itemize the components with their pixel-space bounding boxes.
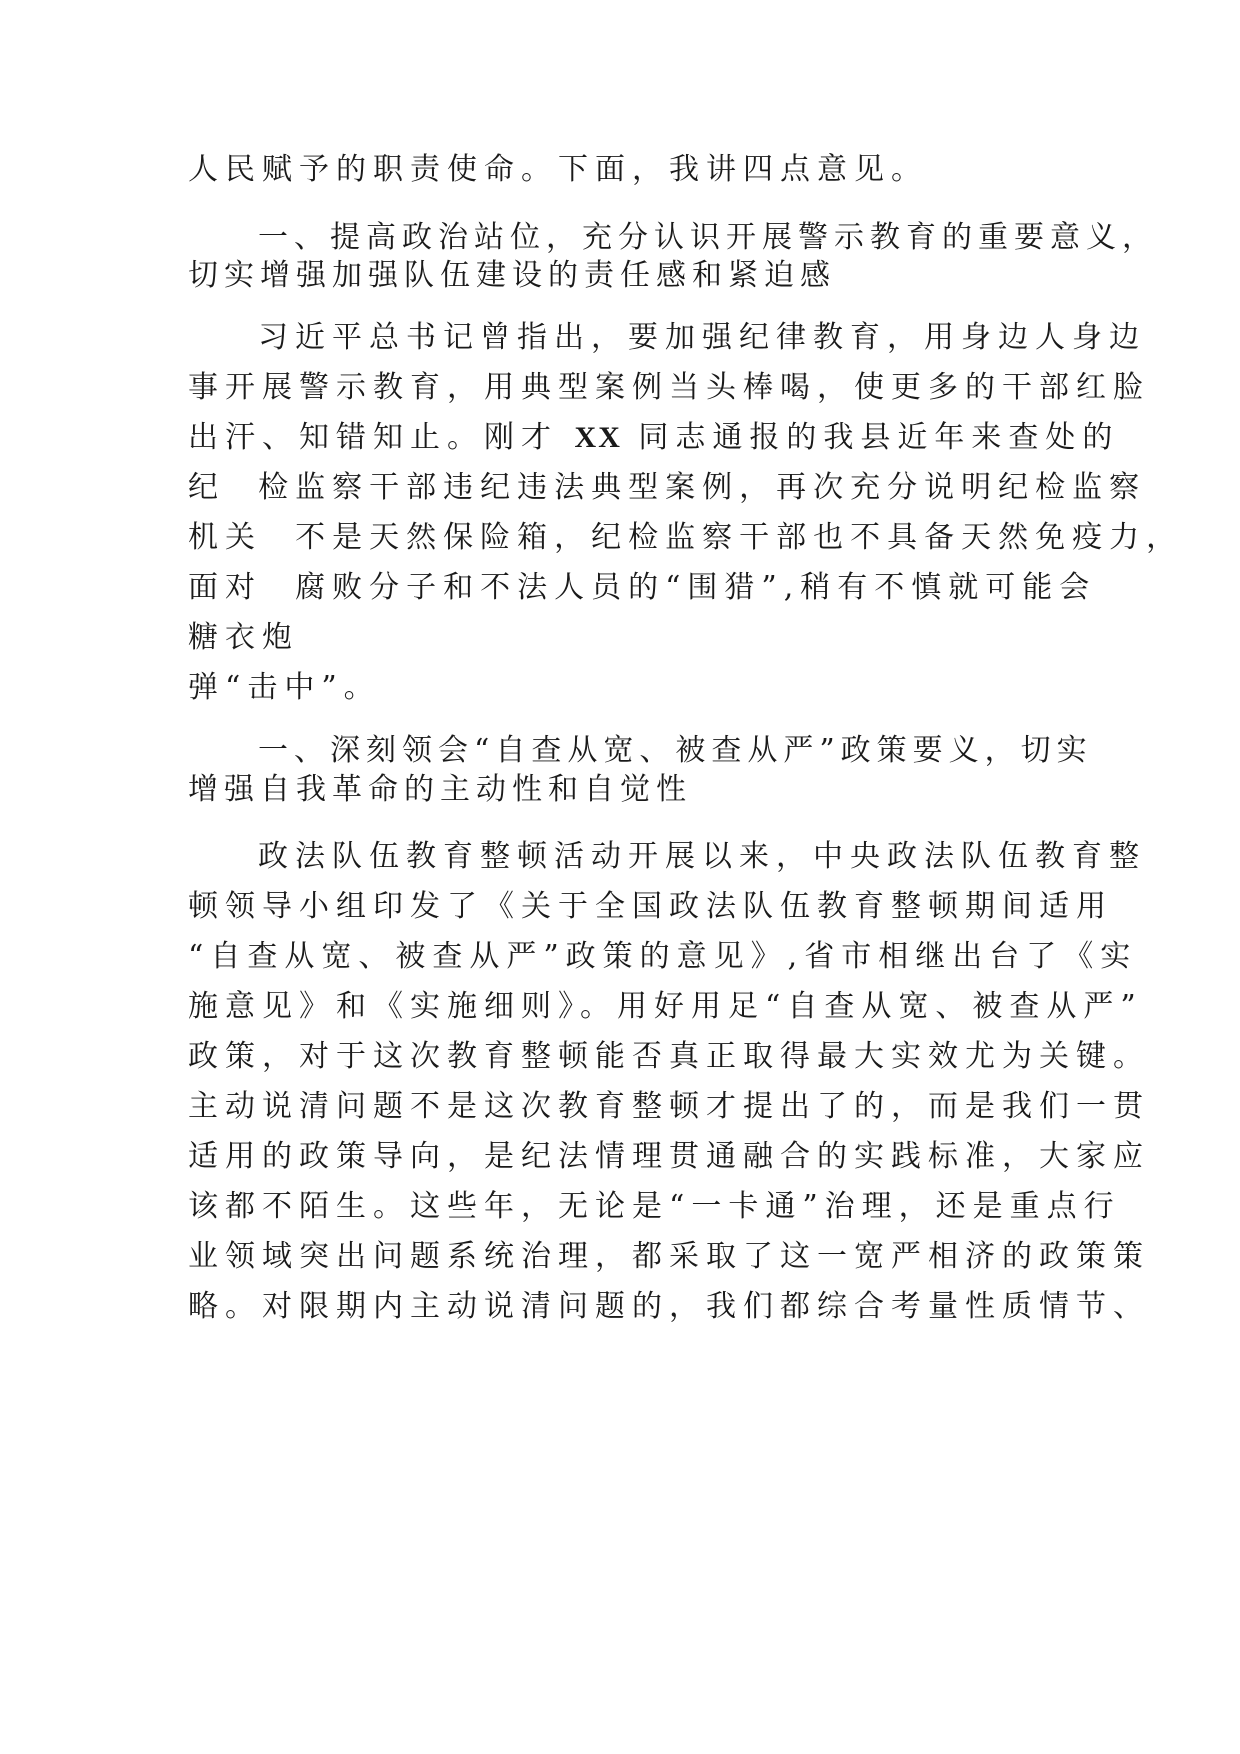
bold-placeholder-name: XX — [574, 421, 622, 454]
body-text-line: 机关 不是天然保险箱，纪检监察干部也不具备天然免疫力， — [188, 520, 1184, 555]
section-heading-line: 增强自我革命的主动性和自觉性 — [188, 772, 692, 807]
section-heading-line: 一、提高政治站位，充分认识开展警示教育的重要意义， — [258, 220, 1158, 255]
body-text-line: 主动说清问题不是这次教育整顿才提出了的，而是我们一贯 — [188, 1089, 1150, 1124]
body-text-line-with-bold — [188, 418, 1119, 458]
body-text-line: 适用的政策导向，是纪法情理贯通融合的实践标准，大家应 — [188, 1139, 1150, 1174]
body-text-line: 施意见》和《实施细则》。用好用足“自查从宽、被查从严” — [188, 989, 1143, 1024]
body-text-line: 人民赋予的职责使命。下面，我讲四点意见。 — [188, 152, 928, 187]
text-segment: 同志通报的我县近年来查处的 — [621, 420, 1120, 455]
text-segment: 出汗、知错知止。刚才 — [188, 420, 575, 455]
section-heading-line: 切实增强加强队伍建设的责任感和紧迫感 — [188, 258, 836, 293]
body-text-line: 事开展警示教育，用典型案例当头棒喝，使更多的干部红脸 — [188, 370, 1150, 405]
section-heading-line: 一、深刻领会“自查从宽、被查从严”政策要义，切实 — [258, 733, 1093, 768]
body-text-line: 业领域突出问题系统治理，都采取了这一宽严相济的政策策 — [188, 1239, 1150, 1274]
body-text-line: 糖衣炮 — [188, 620, 299, 655]
body-text-line: 面对 腐败分子和不法人员的“围猎”,稍有不慎就可能会 — [188, 570, 1097, 605]
body-text-line: 该都不陌生。这些年，无论是“一卡通”治理，还是重点行 — [188, 1189, 1121, 1224]
body-text-line: 顿领导小组印发了《关于全国政法队伍教育整顿期间适用 — [188, 889, 1113, 924]
body-text-line: 弹“击中”。 — [188, 670, 381, 705]
body-text-line: 政法队伍教育整顿活动开展以来，中央政法队伍教育整 — [258, 839, 1146, 874]
body-text-line: 政策，对于这次教育整顿能否真正取得最大实效尤为关键。 — [188, 1039, 1150, 1074]
body-text-line: 略。对限期内主动说清问题的，我们都综合考量性质情节、 — [188, 1289, 1150, 1324]
body-text-line: 习近平总书记曾指出，要加强纪律教育，用身边人身边 — [258, 320, 1146, 355]
body-text-line: 纪 检监察干部违纪违法典型案例，再次充分说明纪检监察 — [188, 470, 1147, 505]
body-text-line: “自查从宽、被查从严”政策的意见》,省市相继出台了《实 — [188, 939, 1138, 974]
